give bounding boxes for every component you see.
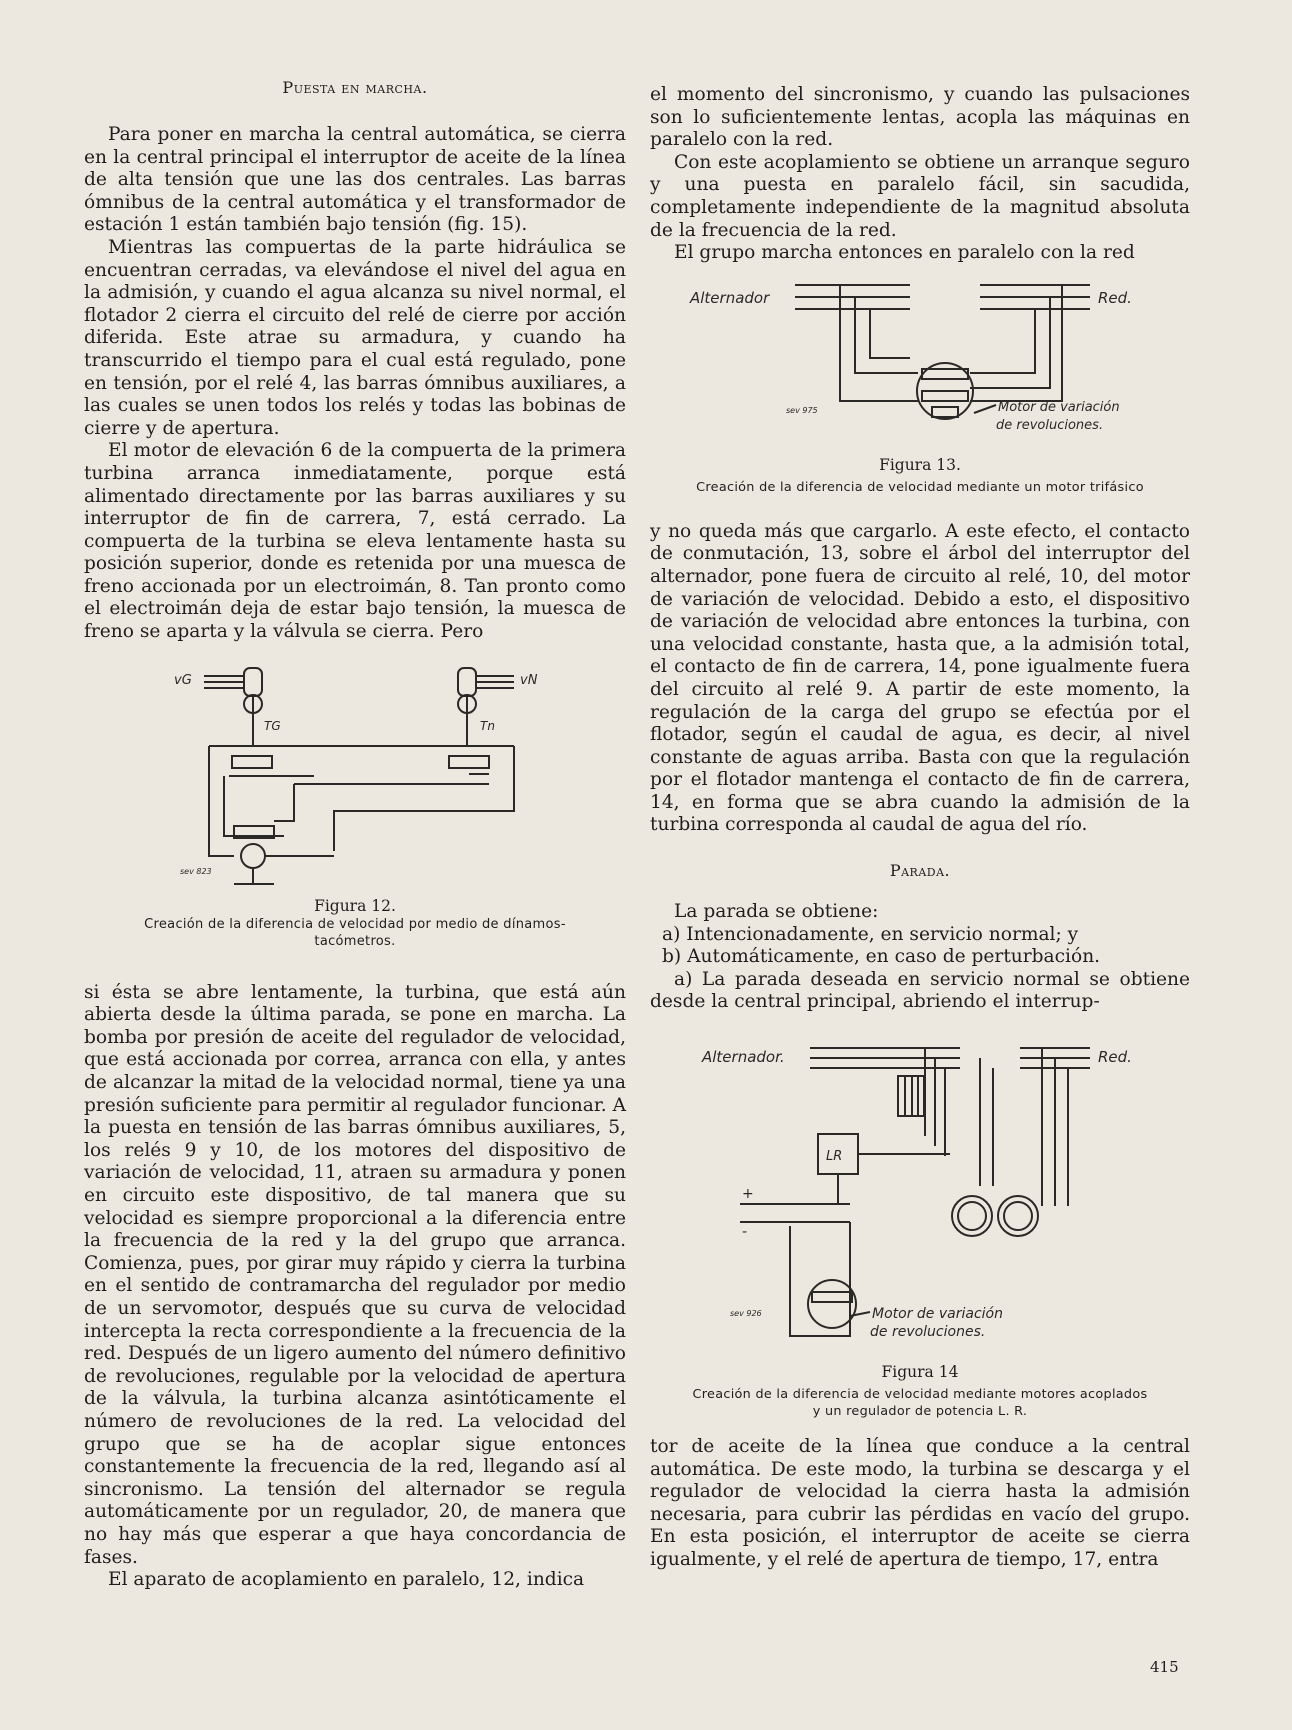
figure-12 — [84, 656, 626, 976]
label-red: Red. — [1098, 288, 1132, 307]
left-column — [84, 78, 626, 1592]
figure-13-diagram — [650, 273, 1190, 453]
figure-14-diagram — [650, 1036, 1190, 1356]
paragraph: El aparato de acoplamiento en paralelo, 12, indica — [108, 1569, 585, 1591]
figure-12-caption: Creación de la diferencia de velocidad por medio de dínamos-tacómetros. — [144, 916, 566, 949]
paragraph: El motor de elevación 6 de la compuerta de la primera turbina arranca inmediatamente, porque está alimentado directamente por las barras auxiliares y su interruptor de fin de carrera, 7, está cerrado. La compuerta de la turbina se eleva lentamente hasta su posición superior, donde es retenida por una muesca de freno accionada por un electroimán, 8. Tan pronto como el electroimán deja de estar bajo tensión, la muesca de freno se aparta y la válvula se cierra. Pero — [84, 440, 626, 643]
label-tg: TG — [264, 718, 281, 733]
figure-code: sev 823 — [180, 866, 212, 876]
paragraph: Para poner en marcha la central automática, se cierra en la central principal el interruptor de aceite de la línea de alta tensión que une las dos centrales. Las barras ómnibus de la central automática y el transformador de estación 1 están también bajo tensión (fig. 15). — [84, 124, 626, 236]
list-item: a) Intencionadamente, en servicio normal; y — [662, 923, 1079, 945]
label-minus: - — [742, 1224, 748, 1241]
label-tn: Tn — [480, 718, 495, 733]
section-heading-puesta-en-marcha: Puesta en marcha. — [282, 78, 428, 97]
label-motor-2: de revoluciones. — [996, 417, 1104, 433]
label-red: Red. — [1098, 1048, 1132, 1067]
section-heading-parada: Parada. — [889, 861, 951, 881]
paragraph: Con este acoplamiento se obtiene un arranque seguro y una puesta en paralelo fácil, sin sacudida, completamente independiente de la magnitud absoluta de la frecuencia de la red. — [650, 151, 1190, 241]
label-lr: LR — [826, 1149, 843, 1165]
figure-13-caption: Creación de la diferencia de velocidad mediante un motor trifásico — [696, 479, 1144, 495]
paragraph: Mientras las compuertas de la parte hidráulica se encuentran cerradas, va elevándose el nivel del agua en la admisión, y cuando el agua alcanza su nivel normal, el flotador 2 cierra el circuito del relé de cierre por acción diferida. Este atrae su armadura, y cuando ha transcurrido el tiempo para el cual está regulado, pone en tensión, por el relé 4, las barras ómnibus auxiliares, a las cuales se unen todos los relés y todas las bobinas de cierre y de apertura. — [84, 236, 626, 439]
label-motor-2: de revoluciones. — [870, 1324, 986, 1341]
right-column — [650, 84, 1190, 1572]
figure-13 — [650, 273, 1190, 521]
figure-14-title: Figura 14 — [881, 1363, 959, 1382]
figure-12-diagram — [84, 656, 626, 896]
label-alternador: Alternador. — [702, 1048, 785, 1067]
figure-code: sev 975 — [786, 405, 818, 415]
label-vg: vG — [174, 672, 192, 688]
figure-14-caption-line-1: Creación de la diferencia de velocidad mediante motores acoplados — [692, 1387, 1148, 1403]
label-vn: vN — [520, 672, 538, 688]
figure-14 — [650, 1036, 1190, 1436]
paragraph: a) La parada deseada en servicio normal se obtiene desde la central principal, abriendo el interrup- — [650, 968, 1190, 1013]
figure-13-title: Figura 13. — [879, 455, 961, 474]
figure-12-title: Figura 12. — [314, 896, 396, 915]
figure-code: sev 926 — [730, 1309, 762, 1319]
paragraph: y no queda más que cargarlo. A este efecto, el contacto de conmutación, 13, sobre el árbol del interruptor del alternador, pone fuera de circuito al relé, 10, del motor de variación de velocidad. Debido a esto, el dispositivo de variación de velocidad abre entonces la turbina, con una velocidad constante, hasta que, a la admisión total, el contacto de fin de carrera, 14, pone igualmente fuera del circuito al relé 9. A partir de este momento, la regulación de la carga del grupo se efectúa por el flotador, según el caudal de agua, es decir, al nivel constante de aguas arriba. Basta con que la regulación por el flotador mantenga el contacto de fin de carrera, 14, en forma que se abra cuando la admisión de la turbina corresponda al caudal de agua del río. — [650, 520, 1190, 836]
label-plus: + — [742, 1186, 754, 1203]
paragraph: La parada se obtiene: — [674, 901, 879, 923]
paragraph: El grupo marcha entonces en paralelo con la red — [674, 242, 1135, 264]
paragraph: tor de aceite de la línea que conduce a la central automática. De este modo, la turbina se descarga y el regulador de velocidad la cierra hasta la admisión necesaria, para cubrir las pérdidas en vacío del grupo. En esta posición, el interruptor de aceite se cierra igualmente, y el relé de apertura de tiempo, 17, entra — [650, 1436, 1190, 1570]
label-motor-1: Motor de variación — [872, 1306, 1003, 1323]
paragraph: el momento del sincronismo, y cuando las pulsaciones son lo suficientemente lentas, acopla las máquinas en paralelo con la red. — [650, 84, 1190, 151]
figure-14-caption-line-2: y un regulador de potencia L. R. — [812, 1404, 1028, 1420]
list — [650, 924, 1190, 969]
page-number: 415 — [1150, 1658, 1179, 1676]
list-item: b) Automáticamente, en caso de perturbación. — [662, 946, 1101, 968]
label-motor-1: Motor de variación — [998, 399, 1120, 415]
label-alternador: Alternador — [690, 288, 770, 307]
paragraph: si ésta se abre lentamente, la turbina, que está aún abierta desde la última parada, se pone en marcha. La bomba por presión de aceite del regulador de velocidad, que está accionada por correa, arranca con ella, y antes de alcanzar la mitad de la velocidad normal, tiene ya una presión suficiente para permitir al regulador funcionar. A la puesta en tensión de las barras ómnibus auxiliares, 5, los relés 9 y 10, de los motores del dispositivo de variación de velocidad, 11, atraen su armadura y ponen en circuito este dispositivo, de tal manera que su velocidad es siempre proporcional a la diferencia entre la frecuencia de la red y la del grupo que arranca. Comienza, pues, por girar muy rápido y cierra la turbina en el sentido de contramarcha del regulador por medio de un servomotor, después que su curva de velocidad intercepta la recta correspondiente a la frecuencia de la red. Después de un ligero aumento del número definitivo de revoluciones, regulable por la velocidad de apertura de la válvula, la turbina alcanza asintóticamente el número de revoluciones de la red. La velocidad del grupo que se ha de acoplar sigue entonces constantemente la frecuencia de la red, llegando así al sincronismo. La tensión del alternador se regula automáticamente por un regulador, 20, de manera que no hay más que esperar a que haya concordancia de fases. — [84, 981, 626, 1568]
